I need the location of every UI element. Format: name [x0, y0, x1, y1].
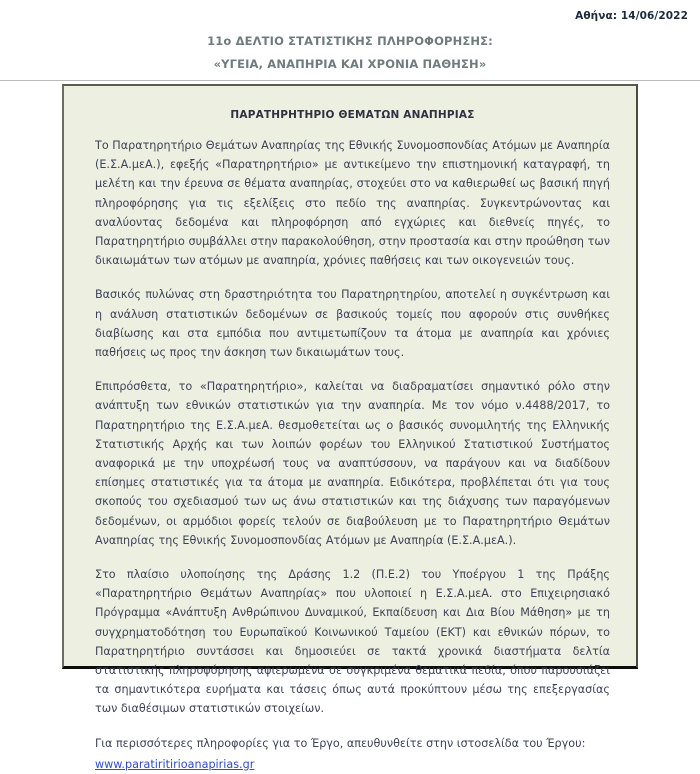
paragraph-2: Βασικός πυλώνας στη δραστηριότητα του Παρατηρητηρίου, αποτελεί η συγκέντρωση και η ανάλυση στατιστικών δεδομένων σε βασικούς τομείς που αφορούν στις συνθήκες διαβίωσης και στα εμπόδια που αντιμετωπίζουν τα άτομα με αναπηρία και χρόνιες παθήσεις ως προς την άσκηση των δικαιωμάτων τους. — [95, 288, 610, 360]
title-divider — [0, 80, 700, 81]
paragraph-3: Επιπρόσθετα, το «Παρατηρητήριο», καλείται να διαδραματίσει σημαντικό ρόλο στην ανάπτυξη των εθνικών στατιστικών για την αναπηρία. Με τον νόμο ν.4488/2017, το Παρατηρητήριο της Ε.Σ.Α.μεΑ. θεσμοθετείται ως ο βασικός συνομιλητής της Ελληνικής Στατιστικής Αρχής και των λοιπών φορέων του Ελληνικού Στατιστικού Συστήματος αναφορικά με την υποχρέωσή τους να αναπτύσσουν, να παράγουν και να διαδίδουν επίσημες στατιστικές για τα άτομα με αναπηρία. Ειδικότερα, προβλέπεται ότι για τους σκοπούς του σχεδιασμού των ως άνω στατιστικών και της διάχυσης των παραγόμενων δεδομένων, οι αρμόδιοι φορείς τελούν σε διαβούλευση με το Παρατηρητήριο Θεμάτων Αναπηρίας της Εθνικής Συνομοσπονδίας Ατόμων με Αναπηρία (Ε.Σ.Α.μεΑ.). — [95, 380, 610, 547]
paragraph-4: Στο πλαίσιο υλοποίησης της Δράσης 1.2 (Π.Ε.2) του Υποέργου 1 της Πράξης «Παρατηρητήριο Θεμάτων Αναπηρίας» που υλοποιεί η Ε.Σ.Α.μεΑ. στο Επιχειρησιακό Πρόγραμμα «Ανάπτυξη Ανθρώπινου Δυναμικού, Εκπαίδευση και Δια Βίου Μάθηση» με τη συγχρηματοδότηση του Ευρωπαϊκού Κοινωνικού Ταμείου (ΕΚΤ) και εθνικών πόρων, το Παρατηρητήριο συντάσσει και δημοσιεύει σε τακτά χρονικά διαστήματα δελτία στατιστικής πληροφόρησης αφιερωμένα σε συγκριμένα θεματικά πεδία, όπου παρουσιάζει τα σημαντικότερα ευρήματα και τάσεις όπως αυτά προκύπτουν μέσω της επεξεργασίας των διαθέσιμων στατιστικών στοιχείων. — [95, 568, 610, 716]
closing-text: Για περισσότερες πληροφορίες για το Έργο, απευθυνθείτε στην ιστοσελίδα του Έργου: — [95, 736, 586, 750]
document-date-row — [575, 4, 688, 23]
page-title-line-2: «ΥΓΕΙΑ, ΑΝΑΠΗΡΙΑ ΚΑΙ ΧΡΟΝΙΑ ΠΑΘΗΣΗ» — [213, 57, 487, 71]
document-date: Αθήνα: 14/06/2022 — [575, 10, 688, 22]
paragraph-1: Το Παρατηρητήριο Θεμάτων Αναπηρίας της Εθνικής Συνομοσπονδίας Ατόμων με Αναπηρία (Ε.Σ.Α.μεΑ.), εφεξής «Παρατηρητήριο» με αντικείμενο την επιστημονική καταγραφή, τη μελέτη και την έρευνα σε θέματα αναπηρίας, στοχεύει στο να καθιερωθεί ως βασική πηγή πληροφόρησης για τις εξελίξεις στο πεδίο της αναπηρίας. Συγκεντρώνοντας και αναλύοντας δεδομένα και πληροφόρηση από εγχώριες και διεθνείς πηγές, το Παρατηρητήριο συμβάλλει στην παρακολούθηση, στην προστασία και στην προώθηση των δικαιωμάτων των ατόμων με αναπηρία, χρόνιες παθήσεις και των οικογενειών τους. — [95, 139, 610, 268]
document-title-block — [0, 33, 700, 72]
observatory-content-box — [62, 84, 638, 771]
page-title-line-1: 11ο ΔΕΛΤΙΟ ΣΤΑΤΙΣΤΙΚΗΣ ΠΛΗΡΟΦΟΡΗΣΗΣ: — [207, 34, 493, 48]
project-website-link[interactable]: www.paratiritirioanapirias.gr — [95, 757, 255, 771]
box-heading: ΠΑΡΑΤΗΡΗΤΗΡΙΟ ΘΕΜΑΤΩΝ ΑΝΑΠΗΡΙΑΣ — [230, 109, 475, 121]
